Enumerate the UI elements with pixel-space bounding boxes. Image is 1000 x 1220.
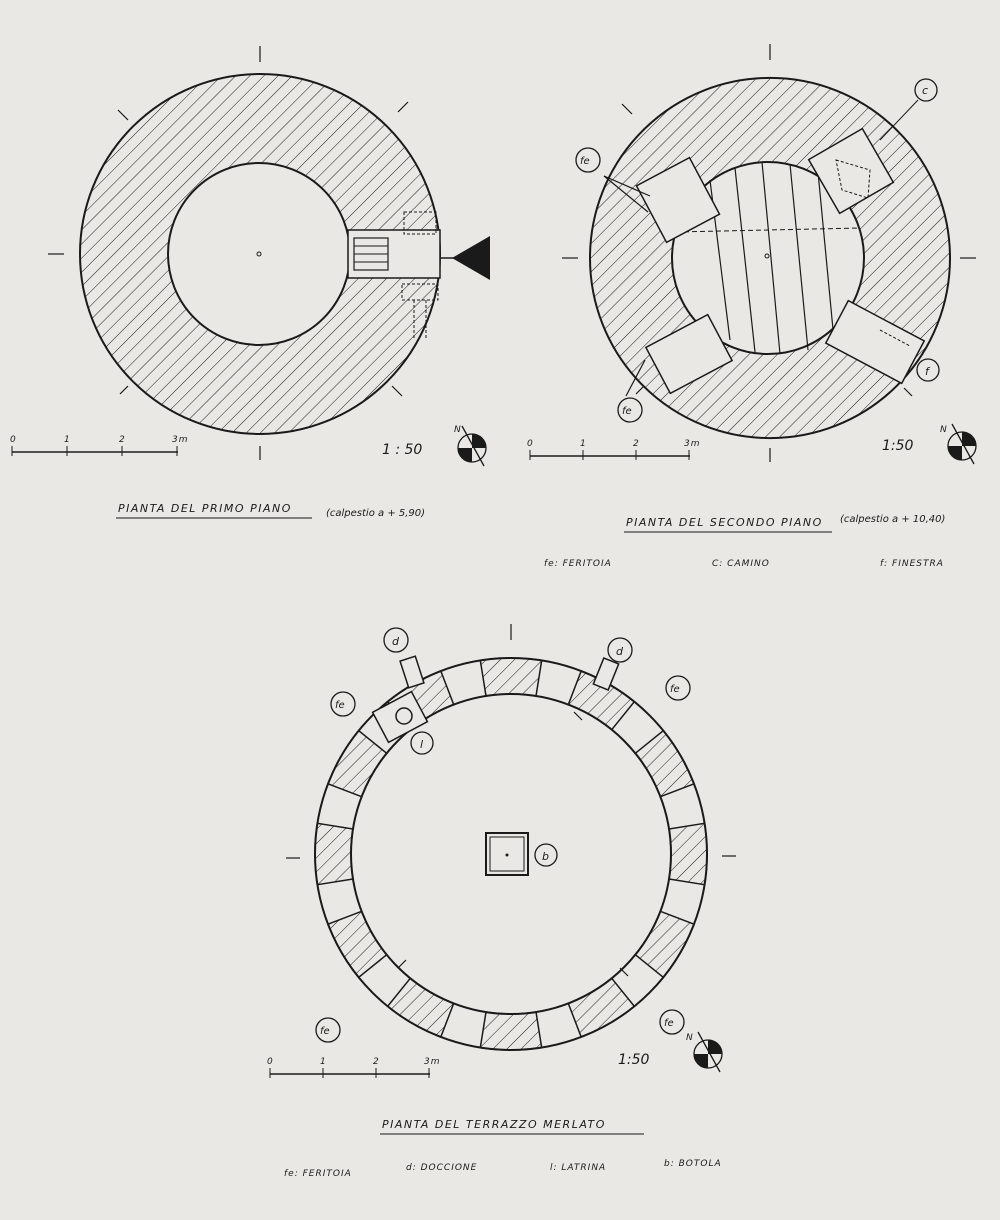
svg-text:fe: fe (664, 1018, 674, 1029)
first-floor-scale: 1 : 50 (382, 442, 423, 458)
legend-terrace-fe: fe: FERITOIA (284, 1169, 352, 1179)
terrace-merlons (315, 658, 707, 1050)
legend-fe: fe: FERITOIA (544, 559, 612, 569)
first-floor-title: PIANTA DEL PRIMO PIANO (118, 502, 292, 515)
merlon (328, 731, 387, 797)
svg-text:c: c (922, 84, 929, 97)
gargoyle-right (593, 658, 618, 690)
svg-text:0: 0 (267, 1057, 274, 1067)
gargoyle-left (400, 656, 424, 688)
merlon (635, 911, 694, 977)
svg-text:b: b (542, 850, 549, 863)
terrace-plan (267, 624, 736, 1179)
svg-text:3m: 3m (684, 439, 701, 449)
terrace-scale-bar (267, 1057, 441, 1078)
marker-l (411, 732, 433, 754)
svg-text:fe: fe (622, 406, 632, 417)
svg-text:fe: fe (580, 156, 590, 167)
second-floor-plan (527, 44, 976, 569)
second-floor-scale-bar (527, 439, 701, 460)
legend-f: f: FINESTRA (880, 559, 944, 569)
marker-d-left (384, 628, 408, 652)
marker-c (880, 79, 937, 140)
merlon (480, 658, 541, 696)
marker-fe-top-right (666, 676, 690, 700)
svg-text:2: 2 (373, 1057, 380, 1067)
second-floor-elevation: (calpestio a + 10,40) (840, 514, 946, 525)
marker-b (535, 844, 557, 866)
second-floor-title: PIANTA DEL SECONDO PIANO (626, 516, 823, 529)
svg-text:N: N (454, 425, 461, 435)
marker-fe-top-left (331, 692, 355, 716)
merlon (669, 823, 707, 884)
legend-terrace-l: l: LATRINA (550, 1163, 607, 1173)
terrace-scale: 1:50 (618, 1052, 650, 1068)
svg-text:3m: 3m (424, 1057, 441, 1067)
svg-text:d: d (392, 635, 399, 648)
svg-text:f: f (925, 365, 929, 378)
svg-text:2: 2 (633, 439, 640, 449)
second-floor-planks (710, 162, 834, 354)
svg-text:1: 1 (580, 439, 587, 449)
svg-text:1: 1 (320, 1057, 327, 1067)
svg-text:fe: fe (320, 1026, 330, 1037)
marker-f (917, 359, 939, 381)
terrace-title: PIANTA DEL TERRAZZO MERLATO (382, 1118, 606, 1131)
north-arrow-icon (940, 424, 976, 464)
first-scale-tick-1: 1 (64, 435, 71, 445)
legend-terrace-b: b: BOTOLA (664, 1159, 722, 1169)
marker-fe-lower (618, 398, 642, 422)
merlon (568, 978, 634, 1037)
svg-text:0: 0 (527, 439, 534, 449)
first-scale-tick-0: 0 (10, 435, 17, 445)
second-floor-scale: 1:50 (882, 438, 914, 454)
merlon (315, 823, 353, 884)
first-floor-plan (10, 46, 490, 519)
north-arrow-icon (686, 1032, 722, 1072)
first-scale-tick-3: 3m (172, 435, 189, 445)
merlon (328, 911, 387, 977)
svg-text:l: l (420, 738, 424, 751)
merlon (635, 731, 694, 797)
marker-d-right (608, 638, 632, 662)
svg-text:N: N (940, 425, 947, 435)
marker-fe-upper (576, 148, 600, 172)
marker-fe-bottom-left (316, 1018, 340, 1042)
merlon (388, 978, 454, 1037)
second-floor-wall (590, 78, 950, 438)
first-floor-center-mark (257, 252, 261, 256)
first-floor-scale-bar (10, 435, 189, 456)
first-floor-elevation: (calpestio a + 5,90) (326, 508, 426, 519)
svg-text:fe: fe (670, 684, 680, 695)
legend-terrace-d: d: DOCCIONE (406, 1163, 478, 1173)
entrance-arrow-icon (452, 236, 490, 280)
north-arrow-icon (454, 425, 486, 466)
svg-text:N: N (686, 1033, 693, 1043)
legend-c: C: CAMINO (712, 559, 770, 569)
svg-text:d: d (616, 645, 623, 658)
merlon (480, 1012, 541, 1050)
svg-text:fe: fe (335, 700, 345, 711)
marker-fe-bottom-right (660, 1010, 684, 1034)
first-scale-tick-2: 2 (119, 435, 126, 445)
